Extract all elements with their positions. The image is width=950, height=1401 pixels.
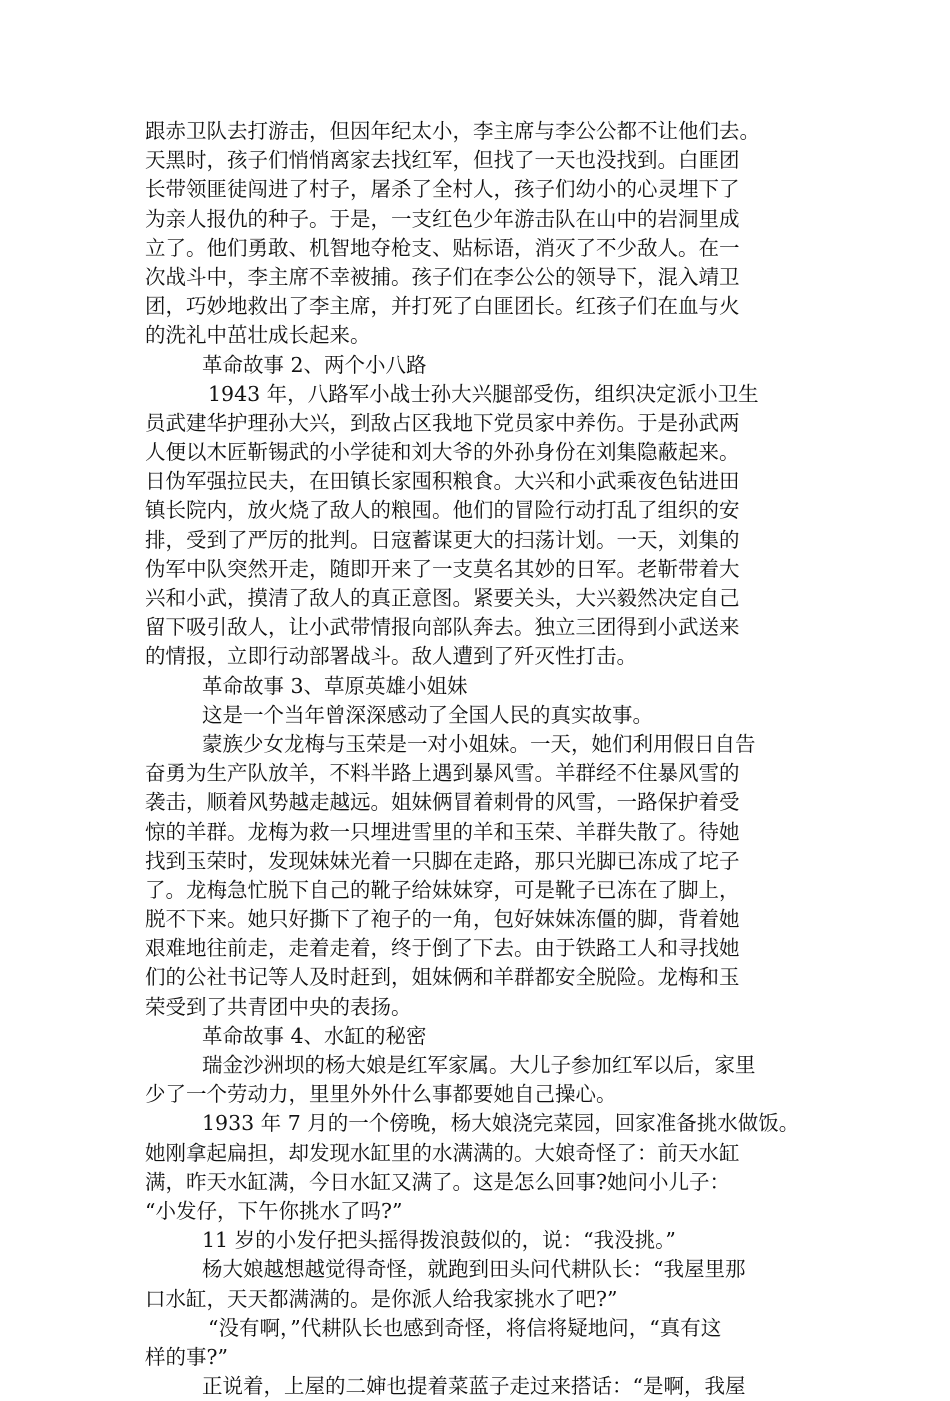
text-line: 这是一个当年曾深深感动了全国人民的真实故事。 xyxy=(202,702,653,727)
text-line: 惊的羊群。龙梅为救一只埋进雪里的羊和玉荣、羊群失散了。待她 xyxy=(145,819,740,844)
text-line: 满，昨天水缸满，今日水缸又满了。这是怎么回事?她问小儿子： xyxy=(145,1169,730,1194)
text-line: 她刚拿起扁担，却发现水缸里的水满满的。大娘奇怪了：前天水缸 xyxy=(145,1140,740,1165)
text-line: 镇长院内，放火烧了敌人的粮囤。他们的冒险行动打乱了组织的安 xyxy=(145,498,740,523)
section-heading: 革命故事 2、两个小八路 xyxy=(202,352,427,377)
document-body xyxy=(145,117,810,1401)
text-line: 人便以木匠靳锡武的小学徒和刘大爷的外孙身份在刘集隐蔽起来。 xyxy=(145,440,740,465)
text-line: 团，巧妙地救出了李主席，并打死了白匪团长。红孩子们在血与火 xyxy=(145,294,740,319)
text-line: 天黑时，孩子们悄悄离家去找红军，但找了一天也没找到。白匪团 xyxy=(145,148,740,173)
text-line: 立了。他们勇敢、机智地夺枪支、贴标语，消灭了不少敌人。在一 xyxy=(145,235,740,260)
text-line: 口水缸，天天都满满的。是你派人给我家挑水了吧?” xyxy=(145,1286,618,1311)
text-line: 找到玉荣时，发现妹妹光着一只脚在走路，那只光脚已冻成了坨子 xyxy=(145,848,740,873)
section-heading: 革命故事 4、水缸的秘密 xyxy=(202,1023,427,1048)
text-line: 跟赤卫队去打游击，但因年纪太小，李主席与李公公都不让他们去。 xyxy=(145,119,760,143)
text-line: 员武建华护理孙大兴，到敌占区我地下党员家中养伤。于是孙武两 xyxy=(145,410,740,435)
text-line: 少了一个劳动力，里里外外什么事都要她自己操心。 xyxy=(145,1082,617,1107)
text-line: 正说着，上屋的二婶也提着菜蓝子走过来搭话：“是啊，我屋 xyxy=(202,1374,746,1399)
text-line: 杨大娘越想越觉得奇怪，就跑到田头问代耕队长：“我屋里那 xyxy=(202,1257,746,1282)
text-line: 的情报，立即行动部署战斗。敌人遭到了歼灭性打击。 xyxy=(145,644,637,669)
text-line: 次战斗中，李主席不幸被捕。孩子们在李公公的领导下，混入靖卫 xyxy=(145,264,740,289)
text-line: 了。龙梅急忙脱下自己的靴子给妹妹穿，可是靴子已冻在了脚上， xyxy=(145,877,740,902)
text-line: 艰难地往前走，走着走着，终于倒了下去。由于铁路工人和寻找她 xyxy=(145,936,740,961)
text-line: 兴和小武，摸清了敌人的真正意图。紧要关头，大兴毅然决定自己 xyxy=(145,586,740,610)
text-line: 日伪军强拉民夫，在田镇长家囤积粮食。大兴和小武乘夜色钻进田 xyxy=(145,469,740,494)
text-line: “没有啊，”代耕队长也感到奇怪，将信将疑地问，“真有这 xyxy=(208,1315,722,1340)
text-line: 瑞金沙洲坝的杨大娘是红军家属。大儿子参加红军以后，家里 xyxy=(202,1053,756,1077)
text-line: 蒙族少女龙梅与玉荣是一对小姐妹。一天，她们利用假日自告 xyxy=(202,731,756,756)
text-line: 荣受到了共青团中央的表扬。 xyxy=(145,994,412,1019)
text-line: 排，受到了严厉的批判。日寇蓄谋更大的扫荡计划。一天，刘集的 xyxy=(145,527,740,552)
text-line: 脱不下来。她只好撕下了袍子的一角，包好妹妹冻僵的脚，背着她 xyxy=(145,907,740,932)
text-line: “小发仔，下午你挑水了吗?” xyxy=(145,1198,403,1223)
text-line: 留下吸引敌人，让小武带情报向部队奔去。独立三团得到小武送来 xyxy=(145,615,740,640)
text-line: 袭击，顺着风势越走越远。姐妹俩冒着刺骨的风雪，一路保护着受 xyxy=(145,790,740,815)
text-line: 的洗礼中茁壮成长起来。 xyxy=(145,323,371,348)
section-heading: 革命故事 3、草原英雄小姐妹 xyxy=(202,673,468,698)
text-line: 们的公社书记等人及时赶到，姐妹俩和羊群都安全脱险。龙梅和玉 xyxy=(145,965,740,990)
text-line: 为亲人报仇的种子。于是，一支红色少年游击队在山中的岩洞里成 xyxy=(145,206,740,231)
text-line: 长带领匪徒闯进了村子，屠杀了全村人，孩子们幼小的心灵埋下了 xyxy=(145,177,740,202)
text-line: 1933 年 7 月的一个傍晚，杨大娘浇完菜园，回家准备挑水做饭。 xyxy=(202,1111,800,1136)
text-line: 1943 年，八路军小战士孙大兴腿部受伤，组织决定派小卫生 xyxy=(208,381,759,406)
text-line: 奋勇为生产队放羊，不料半路上遇到暴风雪。羊群经不住暴风雪的 xyxy=(145,761,740,786)
text-line: 11 岁的小发仔把头摇得拨浪鼓似的，说：“我没挑。” xyxy=(202,1228,676,1253)
text-line: 伪军中队突然开走，随即开来了一支莫名其妙的日军。老靳带着大 xyxy=(145,556,740,581)
text-line: 样的事?” xyxy=(145,1344,228,1369)
